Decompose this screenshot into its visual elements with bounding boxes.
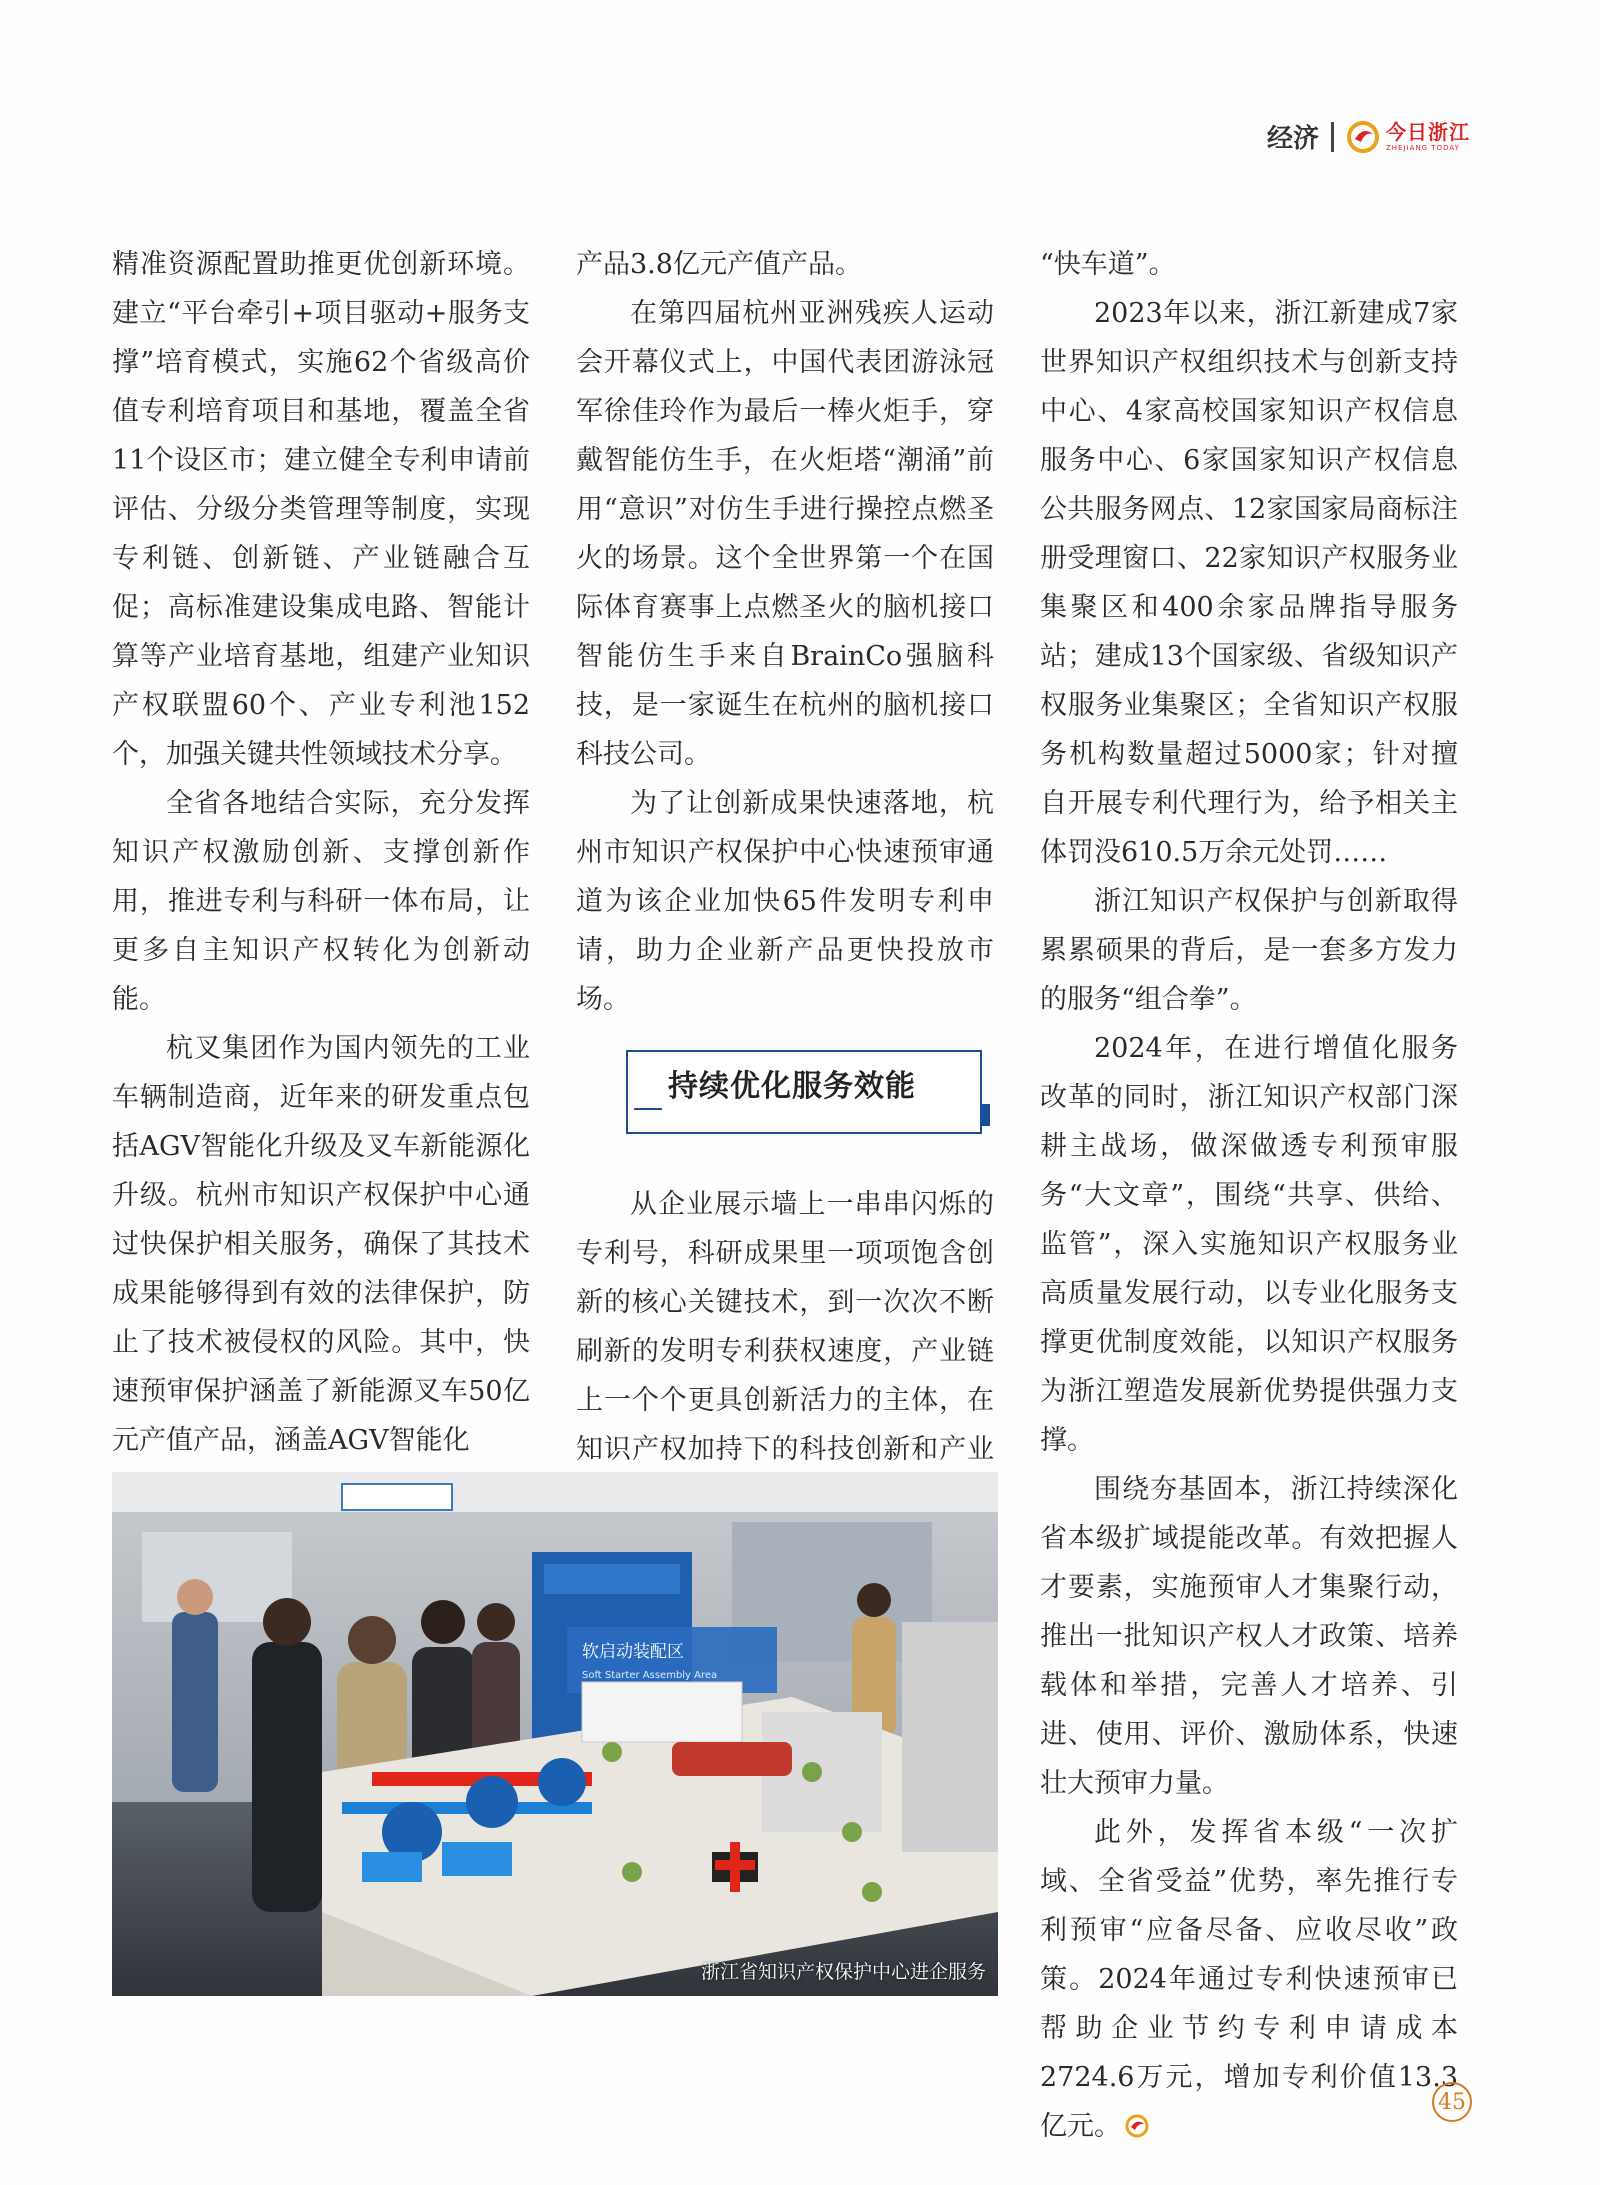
col3-paragraph-6: 此外，发挥省本级“一次扩域、全省受益”优势，率先推行专利预审“应备尽备、应收尽收”政策。2024年通过专利快速预审已帮助企业节约专利申请成本2724.6万元，增加专利价值13.3亿元。 xyxy=(1040,1817,1458,2142)
col1-paragraph-3: 杭叉集团作为国内领先的工业车辆制造商，近年来的研发重点包括AGV智能化升级及叉车新能源化升级。杭州市知识产权保护中心通过快保护相关服务，确保了其技术成果能够得到有效的法律保护，防止了技术被侵权的风险。其中，快速预审保护涵盖了新能源叉车50亿元产值产品，涵盖AGV智能化 xyxy=(112,1033,530,1456)
magazine-logo xyxy=(1346,120,1470,154)
col2-paragraph-1: 产品3.8亿元产值产品。 xyxy=(576,249,862,280)
col3-paragraph-1: “快车道”。 xyxy=(1040,249,1176,280)
col2-after-paragraph-1: 从企业展示墙上一串串闪烁的专利号，科研成果里一项项饱含创新的核心关键技术，到一次次不断刷新的发明专利获权速度，产业链上一个个更具创新活力的主体，在知识产权加持下的科技创新和产业 xyxy=(576,1189,994,1465)
article-photo xyxy=(112,1472,998,1996)
sign-chinese: 软启动装配区 xyxy=(582,1642,684,1662)
col3-paragraph-2: 2023年以来，浙江新建成7家世界知识产权组织技术与创新支持中心、4家高校国家知识产权信息服务中心、6家国家知识产权信息公共服务网点、12家国家局商标注册受理窗口、22家知识产权服务业集聚区和400余家品牌指导服务站；建成13个国家级、省级知识产权服务业集聚区；全省知识产权服务机构数量超过5000家；针对擅自开展专利代理行为，给予相关主体罚没610.5万余元处罚…… xyxy=(1040,298,1458,868)
col1-paragraph-1: 精准资源配置助推更优创新环境。建立“平台牵引+项目驱动+服务支撑”培育模式，实施62个省级高价值专利培育项目和基地，覆盖全省11个设区市；建立健全专利申请前评估、分级分类管理等制度，实现专利链、创新链、产业链融合互促；高标准建设集成电路、智能计算等产业培育基地，组建产业知识产权联盟60个、产业专利池152个，加强关键共性领域技术分享。 xyxy=(112,249,530,770)
photo-caption: 浙江省知识产权保护中心进企服务 xyxy=(700,1961,986,1983)
section-heading xyxy=(576,1050,994,1150)
photo-illustration xyxy=(112,1472,998,1996)
logo-swirl-icon xyxy=(1346,120,1380,154)
col3-paragraph-4: 2024年，在进行增值化服务改革的同时，浙江知识产权部门深耕主战场，做深做透专利预审服务“大文章”，围绕“共享、供给、监管”，深入实施知识产权服务业高质量发展行动，以专业化服务支撑更优制度效能，以知识产权服务为浙江塑造发展新优势提供强力支撑。 xyxy=(1040,1033,1458,1456)
section-name: 经济 xyxy=(1266,124,1319,154)
text-column-1 xyxy=(112,240,530,1465)
logo-chinese-name: 今日浙江 xyxy=(1386,119,1470,144)
col2-paragraph-3: 为了让创新成果快速落地，杭州市知识产权保护中心快速预审通道为该企业加快65件发明专利申请，助力企业新产品更快投放市场。 xyxy=(576,788,994,1015)
col2-paragraph-2: 在第四届杭州亚洲残疾人运动会开幕仪式上，中国代表团游泳冠军徐佳玲作为最后一棒火炬手，穿戴智能仿生手，在火炬塔“潮涌”前用“意识”对仿生手进行操控点燃圣火的场景。这个全世界第一个在国际体育赛事上点燃圣火的脑机接口智能仿生手来自BrainCo强脑科技，是一家诞生在杭州的脑机接口科技公司。 xyxy=(576,298,994,770)
header-divider xyxy=(1331,122,1334,152)
page-number: 45 xyxy=(1432,2082,1472,2122)
text-column-3 xyxy=(1040,240,1458,2151)
page-header xyxy=(1267,118,1470,155)
col3-paragraph-5: 围绕夯基固本，浙江持续深化省本级扩域提能改革。有效把握人才要素，实施预审人才集聚行动，推出一批知识产权人才政策、培养载体和举措，完善人才培养、引进、使用、评价、激励体系，快速壮大预审力量。 xyxy=(1040,1474,1458,1799)
section-heading-text: 持续优化服务效能 xyxy=(662,1062,922,1111)
logo-english-name: ZHEJIANG TODAY xyxy=(1386,143,1460,152)
end-of-article-icon xyxy=(1125,2114,1149,2138)
col3-paragraph-3: 浙江知识产权保护与创新取得累累硕果的背后，是一套多方发力的服务“组合拳”。 xyxy=(1040,886,1458,1015)
sign-english: Soft Starter Assembly Area xyxy=(582,1670,718,1681)
col1-paragraph-2: 全省各地结合实际，充分发挥知识产权激励创新、支撑创新作用，推进专利与科研一体布局，让更多自主知识产权转化为创新动能。 xyxy=(112,788,530,1015)
text-column-2 xyxy=(576,240,994,1523)
